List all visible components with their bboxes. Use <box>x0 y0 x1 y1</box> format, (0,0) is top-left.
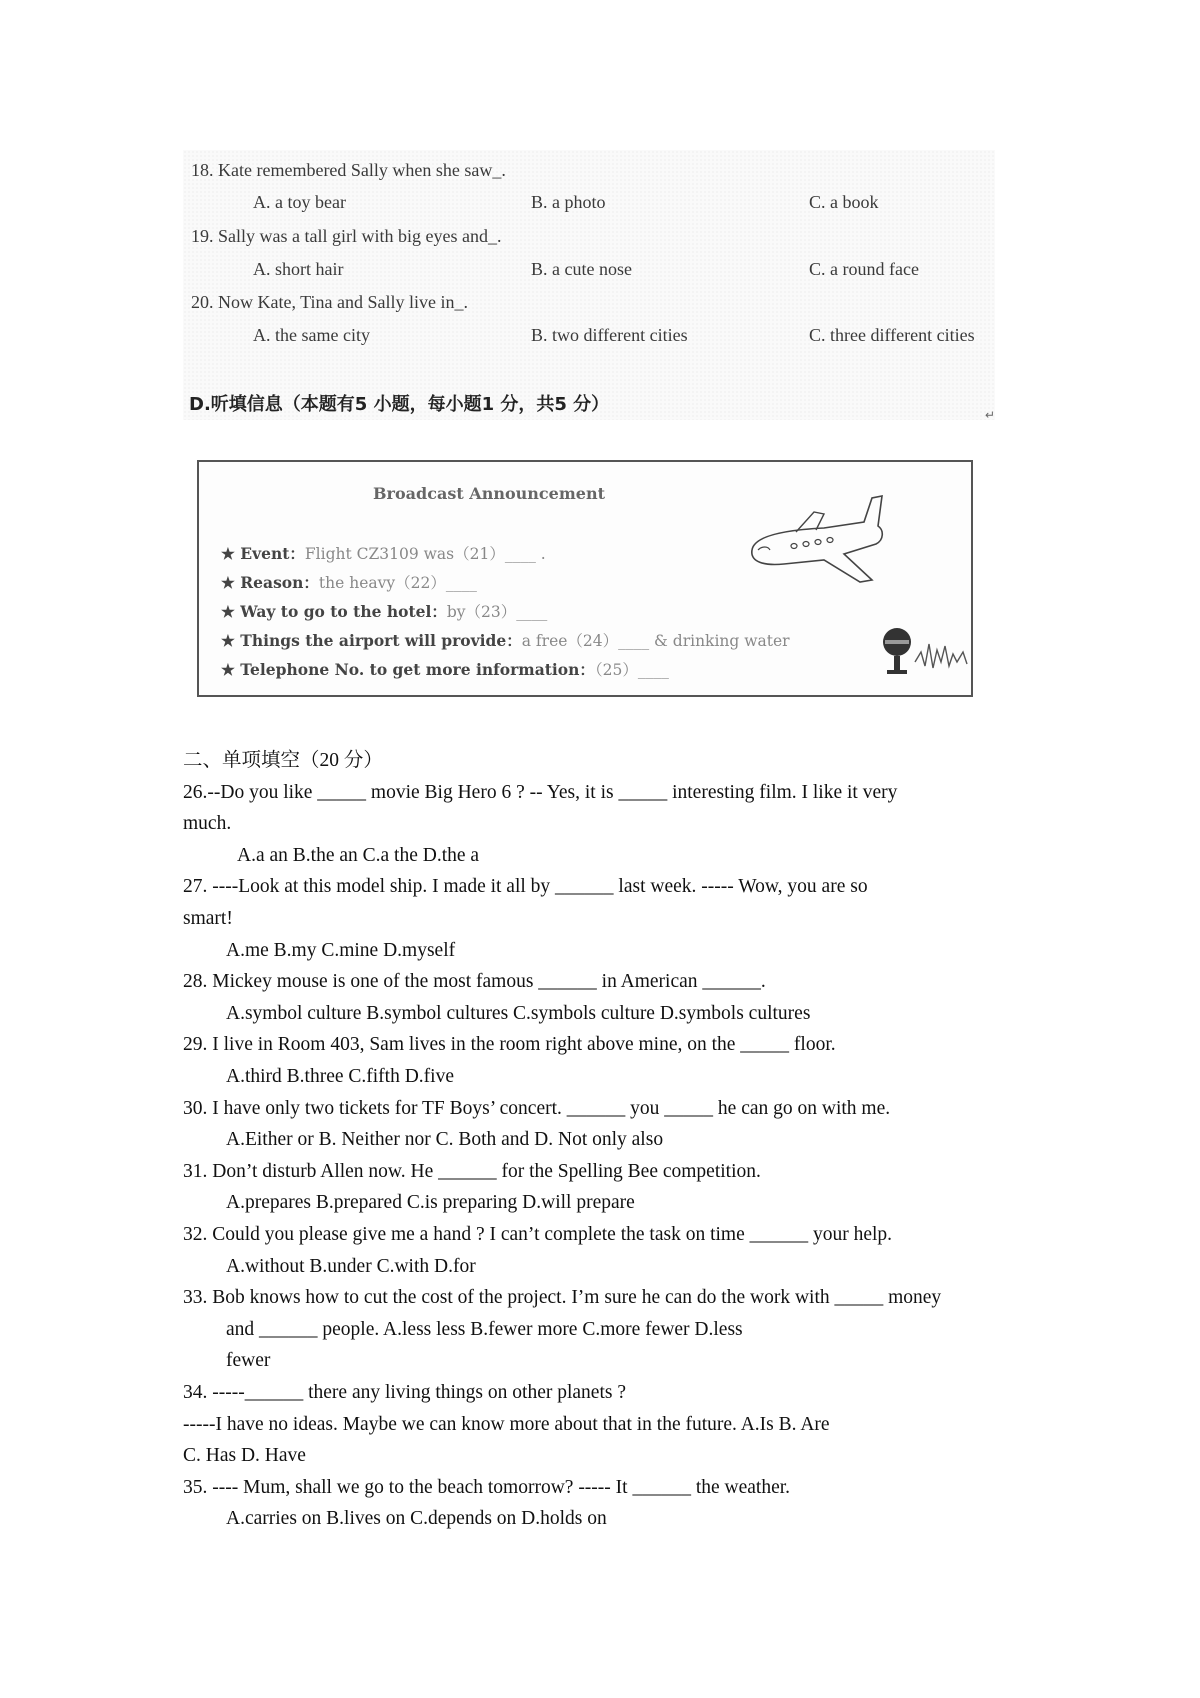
question-19-option-a: A. short hair <box>253 259 344 279</box>
question-line: -----I have no ideas. Maybe we can know more about that in the future. A.Is B. Are <box>183 1413 830 1435</box>
question-18-option-a: A. a toy bear <box>253 192 346 212</box>
part-two-heading: 二、单项填空（20 分） <box>183 750 383 771</box>
return-mark-icon: ↵ <box>984 408 995 422</box>
microphone-icon <box>879 622 974 682</box>
broadcast-row-reason <box>221 571 477 593</box>
question-20-option-c: C. three different cities <box>809 325 975 345</box>
listening-scan-block <box>183 150 995 420</box>
options-line: A.Either or B. Neither nor C. Both and D. Not only also <box>226 1129 664 1151</box>
question-line: much. <box>183 813 232 835</box>
question-line: 28. Mickey mouse is one of the most famous ______ in American ______. <box>183 971 766 993</box>
question-line: 32. Could you please give me a hand ? I can’t complete the task on time ______ your help. <box>183 1224 893 1245</box>
question-line: 29. I live in Room 403, Sam lives in the room right above mine, on the _____ floor. <box>183 1034 836 1056</box>
options-line: A.without B.under C.with D.for <box>226 1255 476 1277</box>
broadcast-title: Broadcast Announcement <box>373 484 605 503</box>
question-line: and ______ people. A.less less B.fewer more C.more fewer D.less <box>226 1318 743 1340</box>
question-line: 31. Don’t disturb Allen now. He ______ for the Spelling Bee competition. <box>183 1160 761 1182</box>
question-18-stem: 18. Kate remembered Sally when she saw_. <box>191 160 506 180</box>
broadcast-row-way <box>221 600 547 622</box>
broadcast-row-event <box>221 542 546 564</box>
broadcast-row-label: ★ Reason： <box>221 573 319 592</box>
options-line: A.a an B.the an C.a the D.the a <box>237 844 480 866</box>
question-line: 33. Bob knows how to cut the cost of the project. I’m sure he can do the work with _____ money <box>183 1287 942 1309</box>
options-line: A.prepares B.prepared C.is preparing D.will prepare <box>226 1192 635 1214</box>
options-line: A.symbol culture B.symbol cultures C.symbols culture D.symbols cultures <box>226 1002 811 1024</box>
broadcast-row-text: （25）____ <box>594 661 669 679</box>
question-line: 26.--Do you like _____ movie Big Hero 6 ? -- Yes, it is _____ interesting film. I like it very <box>183 781 898 803</box>
options-line: A.third B.three C.fifth D.five <box>226 1066 454 1087</box>
broadcast-row-things <box>221 629 790 651</box>
question-18-option-b: B. a photo <box>531 192 606 212</box>
broadcast-row-label: ★ Things the airport will provide： <box>221 631 522 650</box>
question-20-option-b: B. two different cities <box>531 325 688 345</box>
question-line: 30. I have only two tickets for TF Boys’ concert. ______ you _____ he can go on with me. <box>183 1097 891 1119</box>
question-line: 27. ----Look at this model ship. I made it all by ______ last week. ----- Wow, you are so <box>183 876 868 898</box>
airplane-icon <box>744 492 894 592</box>
broadcast-row-label: ★ Telephone No. to get more information： <box>221 660 595 679</box>
question-18-option-c: C. a book <box>809 192 879 212</box>
broadcast-row-text: by（23）____ <box>446 603 548 621</box>
broadcast-row-telephone <box>221 658 669 680</box>
broadcast-row-text: Flight CZ3109 was（21）____ . <box>304 545 546 563</box>
question-19-stem: 19. Sally was a tall girl with big eyes and_. <box>191 226 502 246</box>
question-20-option-a: A. the same city <box>253 325 370 345</box>
broadcast-row-label: ★ Event： <box>221 544 305 563</box>
broadcast-box <box>197 460 973 697</box>
question-line: smart! <box>183 908 233 929</box>
broadcast-row-label: ★ Way to go to the hotel： <box>221 602 447 621</box>
broadcast-row-text: the heavy（22）____ <box>318 574 477 592</box>
question-line: fewer <box>226 1350 271 1372</box>
options-line: A.me B.my C.mine D.myself <box>226 939 456 961</box>
question-20-stem: 20. Now Kate, Tina and Sally live in_. <box>191 292 468 312</box>
options-line: C. Has D. Have <box>183 1445 306 1467</box>
question-line: 34. -----______ there any living things on other planets ? <box>183 1382 626 1403</box>
options-line: A.carries on B.lives on C.depends on D.holds on <box>226 1508 607 1530</box>
question-line: 35. ---- Mum, shall we go to the beach tomorrow? ----- It ______ the weather. <box>183 1476 791 1498</box>
question-19-option-c: C. a round face <box>809 259 919 279</box>
question-19-option-b: B. a cute nose <box>531 259 632 279</box>
section-d-heading: D.听填信息（本题有5 小题，每小题1 分，共5 分） <box>189 394 610 415</box>
broadcast-row-text: a free（24）____ & drinking water <box>521 632 790 650</box>
